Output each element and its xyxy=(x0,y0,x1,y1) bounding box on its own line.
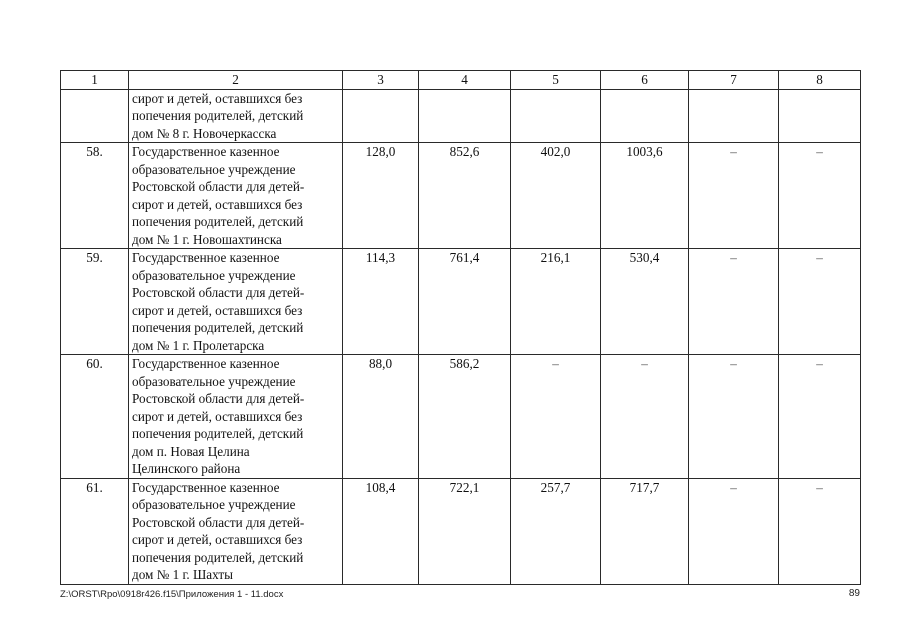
column-header-5: 5 xyxy=(511,71,601,90)
cell-col-3: 88,0 xyxy=(343,355,419,479)
cell-col-6: – xyxy=(601,355,689,479)
column-header-7: 7 xyxy=(689,71,779,90)
cell-col-3: 108,4 xyxy=(343,478,419,584)
cell-col-5: 402,0 xyxy=(511,143,601,249)
cell-col-8: – xyxy=(779,355,861,479)
institution-name: Государственное казенное образовательное учреждение Ростовской области для детей- сирот и детей, оставшихся без попечения родителей, детский дом п. Новая Целина Целинского района xyxy=(129,355,343,479)
continuation-num-cell xyxy=(61,89,129,143)
cell-col-7: – xyxy=(689,143,779,249)
column-header-2: 2 xyxy=(129,71,343,90)
cell-col-7: – xyxy=(689,478,779,584)
cell-col-8: – xyxy=(779,249,861,355)
cell-col-7: – xyxy=(689,249,779,355)
continuation-name-cell: сирот и детей, оставшихся без попечения родителей, детский дом № 8 г. Новочеркасска xyxy=(129,89,343,143)
cell-col-5: 257,7 xyxy=(511,478,601,584)
appendix-table xyxy=(60,70,861,585)
institution-name: Государственное казенное образовательное учреждение Ростовской области для детей- сирот и детей, оставшихся без попечения родителей, детский дом № 1 г. Шахты xyxy=(129,478,343,584)
cell-col-8: – xyxy=(779,478,861,584)
continuation-cell-3 xyxy=(343,89,419,143)
cell-col-6: 1003,6 xyxy=(601,143,689,249)
institution-name: Государственное казенное образовательное учреждение Ростовской области для детей- сирот и детей, оставшихся без попечения родителей, детский дом № 1 г. Новошахтинска xyxy=(129,143,343,249)
column-header-1: 1 xyxy=(61,71,129,90)
row-number: 61. xyxy=(61,478,129,584)
cell-col-6: 530,4 xyxy=(601,249,689,355)
cell-col-8: – xyxy=(779,143,861,249)
institution-name: Государственное казенное образовательное учреждение Ростовской области для детей- сирот и детей, оставшихся без попечения родителей, детский дом № 1 г. Пролетарска xyxy=(129,249,343,355)
page-number: 89 xyxy=(848,588,860,599)
table-row xyxy=(61,249,861,355)
column-header-6: 6 xyxy=(601,71,689,90)
footer-file-path: Z:\ORST\Rpo\0918r426.f15\Приложения 1 - 11.docx xyxy=(60,589,284,600)
continuation-row xyxy=(61,89,861,143)
table-row xyxy=(61,355,861,479)
continuation-cell-8 xyxy=(779,89,861,143)
row-number: 60. xyxy=(61,355,129,479)
cell-col-4: 586,2 xyxy=(419,355,511,479)
cell-col-3: 128,0 xyxy=(343,143,419,249)
cell-col-5: – xyxy=(511,355,601,479)
cell-col-7: – xyxy=(689,355,779,479)
row-number: 58. xyxy=(61,143,129,249)
cell-col-4: 722,1 xyxy=(419,478,511,584)
cell-col-5: 216,1 xyxy=(511,249,601,355)
column-number-row xyxy=(61,71,861,90)
continuation-cell-5 xyxy=(511,89,601,143)
column-header-3: 3 xyxy=(343,71,419,90)
row-number: 59. xyxy=(61,249,129,355)
cell-col-4: 761,4 xyxy=(419,249,511,355)
cell-col-6: 717,7 xyxy=(601,478,689,584)
continuation-cell-4 xyxy=(419,89,511,143)
continuation-cell-6 xyxy=(601,89,689,143)
continuation-cell-7 xyxy=(689,89,779,143)
table-row xyxy=(61,143,861,249)
table-row xyxy=(61,478,861,584)
cell-col-4: 852,6 xyxy=(419,143,511,249)
cell-col-3: 114,3 xyxy=(343,249,419,355)
column-header-4: 4 xyxy=(419,71,511,90)
column-header-8: 8 xyxy=(779,71,861,90)
